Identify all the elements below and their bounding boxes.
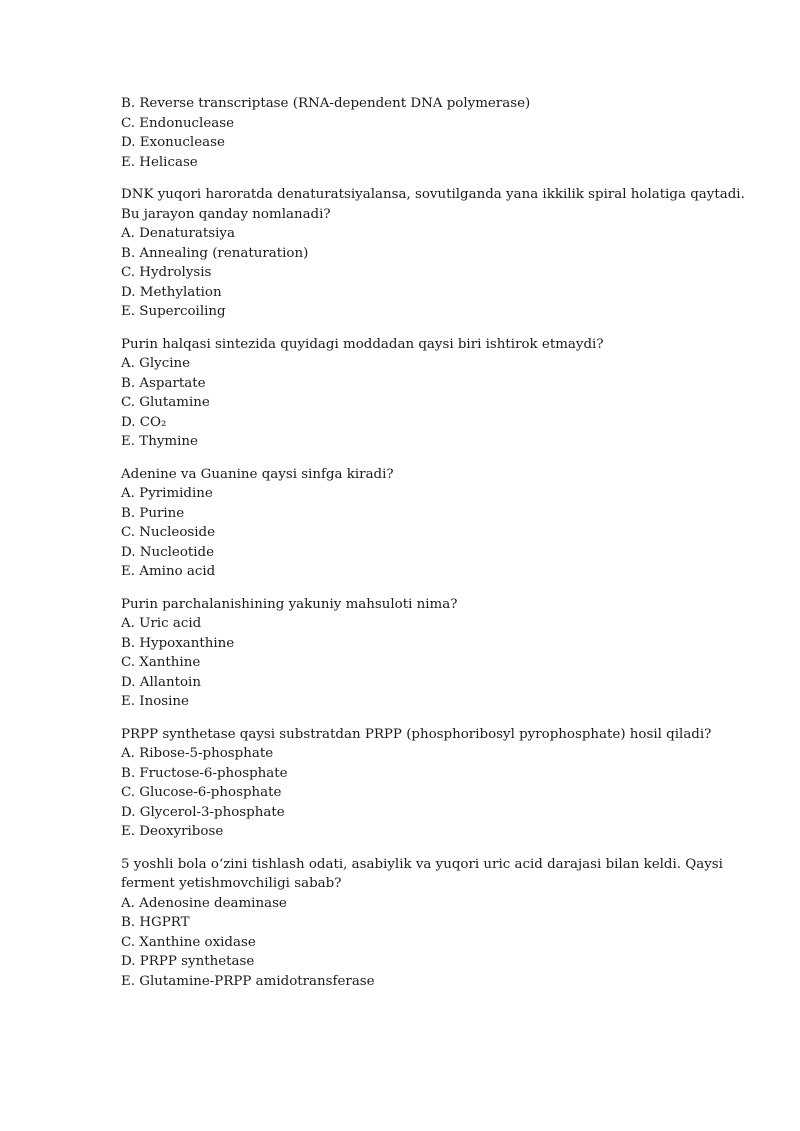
answer-option: A. Uric acid <box>121 616 202 631</box>
question-line: Purin parchalanishining yakuniy mahsuloti nima? <box>121 596 458 612</box>
question-text <box>121 595 721 615</box>
answer-option: D. Exonuclease <box>121 135 225 150</box>
answer-option: C. Xanthine oxidase <box>121 934 256 950</box>
question-text <box>121 185 745 224</box>
answer-option: D. Glycerol-3-phosphate <box>121 804 285 820</box>
answer-option: A. Ribose-5-phosphate <box>121 746 274 761</box>
answer-option: E. Amino acid <box>121 564 216 579</box>
question-block <box>121 335 721 452</box>
answer-option: A. Adenosine deaminase <box>121 895 287 911</box>
answer-option: B. Reverse transcriptase (RNA-dependent DNA polymerase) <box>121 96 531 111</box>
question-block <box>121 185 745 322</box>
answer-option: A. Pyrimidine <box>121 486 213 501</box>
answer-option: B. Hypoxanthine <box>121 635 235 651</box>
answer-option: E. Thymine <box>121 434 198 449</box>
question-text <box>121 725 721 745</box>
answer-option: C. Hydrolysis <box>121 265 212 280</box>
answer-option: B. Fructose-6-phosphate <box>121 765 288 781</box>
answer-option: A. Glycine <box>121 356 191 371</box>
answer-option: B. HGPRT <box>121 915 190 930</box>
answer-option: C. Nucleoside <box>121 525 216 540</box>
answer-option: B. Annealing (renaturation) <box>121 245 309 261</box>
question-text <box>121 855 721 894</box>
answer-option: C. Glucose-6-phosphate <box>121 785 282 800</box>
answer-option: D. Methylation <box>121 284 222 300</box>
answer-option: C. Endonuclease <box>121 115 235 131</box>
answer-option: A. Denaturatsiya <box>121 226 235 241</box>
question-block <box>121 465 721 582</box>
question-line: PRPP synthetase qaysi substratdan PRPP (phosphoribosyl pyrophosphate) hosil qiladi? <box>121 726 712 742</box>
question-text <box>121 465 721 485</box>
question-block <box>121 595 721 712</box>
question-line: Adenine va Guanine qaysi sinfga kiradi? <box>121 466 394 482</box>
answer-option: E. Glutamine-PRPP amidotransferase <box>121 973 375 989</box>
question-block <box>121 855 721 992</box>
question-block <box>121 725 721 842</box>
answer-option: E. Helicase <box>121 154 198 170</box>
answer-option: B. Purine <box>121 505 185 521</box>
answer-option: E. Inosine <box>121 694 189 709</box>
question-line: Purin halqasi sintezida quyidagi moddadan qaysi biri ishtirok etmaydi? <box>121 336 604 352</box>
answer-option: D. Nucleotide <box>121 544 215 560</box>
answer-option: C. Xanthine <box>121 655 201 670</box>
answer-option: D. CO₂ <box>121 414 167 430</box>
document-page <box>121 94 745 1004</box>
question-line: DNK yuqori haroratda denaturatsiyalansa, sovutilganda yana ikkilik spiral holatiga qaytadi. <box>121 187 745 202</box>
answer-option: E. Supercoiling <box>121 304 226 319</box>
question-line: ferment yetishmovchiligi sabab? <box>121 876 342 891</box>
question-text <box>121 335 721 355</box>
question-block <box>121 94 721 172</box>
question-line: Bu jarayon qanday nomlanadi? <box>121 206 331 222</box>
answer-option: D. Allantoin <box>121 674 201 690</box>
answer-option: B. Aspartate <box>121 375 206 391</box>
answer-option: D. PRPP synthetase <box>121 954 255 969</box>
answer-option: C. Glutamine <box>121 395 210 410</box>
question-line: 5 yoshli bola o‘zini tishlash odati, asabiylik va yuqori uric acid darajasi bilan keldi. Qaysi <box>121 856 723 872</box>
answer-option: E. Deoxyribose <box>121 824 224 839</box>
